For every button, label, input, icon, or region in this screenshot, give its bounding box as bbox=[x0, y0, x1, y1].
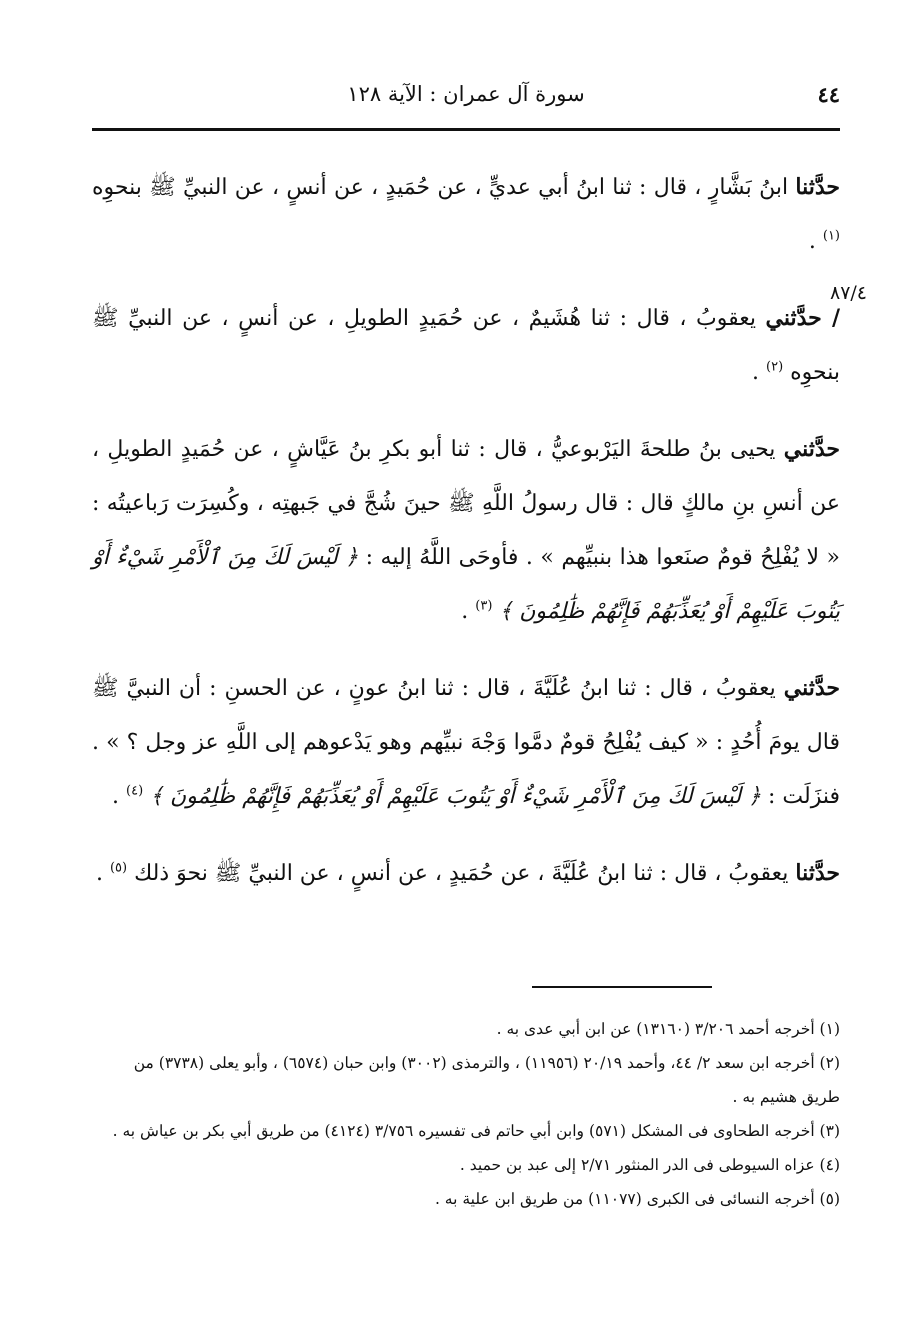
footnote-marker: (٣) bbox=[475, 598, 493, 614]
footnote: (٤) عزاه السيوطى فى الدر المنثور ٢/٧١ إلى عبد بن حميد . bbox=[459, 1156, 840, 1174]
footnote: (٢) أخرجه ابن سعد ٢/ ٤٤، وأحمد ٢٠/١٩ (١١٩٥٦) ، والترمذى (٣٠٠٢) وابن حبان (٦٥٧٤) ، وأبو يعلى (٣٧٣٨) من طريق هشيم به . bbox=[133, 1054, 840, 1106]
paragraph-text: يعقوبُ ، قال : ثنا ابنُ عُلَيَّةَ ، قال : ثنا ابنُ عونٍ ، عن الحسنِ : أن النبيَّ ﷺ قال يومَ أُحُدٍ : « كيف يُفْلِحُ قومٌ دمَّوا وَجْهَ نبيِّهم وهو يَدْعوهم إلى اللَّهِ عز وجل ؟ » . فنزَلَت : bbox=[92, 676, 840, 809]
hadith-paragraph bbox=[92, 846, 840, 901]
hadith-paragraph bbox=[92, 422, 840, 639]
chain-lead: / حدَّثني bbox=[765, 305, 840, 331]
paragraph-end: . bbox=[808, 229, 816, 254]
paragraph-text: يعقوبُ ، قال : ثنا هُشَيمٌ ، عن حُمَيدٍ الطويلِ ، عن أنسٍ ، عن النبيِّ ﷺ بنحوِه bbox=[92, 306, 840, 385]
footnote: (٣) أخرجه الطحاوى فى المشكل (٥٧١) وابن أبي حاتم فى تفسيره ٣/٧٥٦ (٤١٢٤) من طريق أبي بكر بن عياش به . bbox=[112, 1122, 840, 1140]
chain-lead: حدَّثنا bbox=[795, 860, 840, 886]
quran-verse: ﴿ لَيْسَ لَكَ مِنَ ٱلْأَمْرِ شَيْءٌ أَوْ يَتُوبَ عَلَيْهِمْ أَوْ يُعَذِّبَهُمْ فَإِنَّهُمْ ظَٰلِمُونَ ﴾ bbox=[150, 784, 761, 809]
paragraph-end: . bbox=[95, 861, 103, 886]
paragraph-end: . bbox=[752, 360, 759, 385]
footnote-marker: (٤) bbox=[126, 783, 144, 799]
footnote-marker: (٢) bbox=[766, 359, 784, 375]
chain-lead: حدَّثني bbox=[783, 436, 840, 462]
paragraph-text: يحيى بنُ طلحةَ اليَرْبوعيُّ ، قال : ثنا أبو بكرِ بنُ عَيَّاشٍ ، عن حُمَيدٍ الطويلِ ، عن أنسِ بنِ مالكٍ قال : قال رسولُ اللَّهِ ﷺ حينَ شُجَّ في جَبهتِه ، وكُسِرَت رَباعيتُه : « لا يُفْلِحُ قومٌ صنَعوا هذا بنبيِّهم » . فأوحَى اللَّهُ إليه : bbox=[92, 437, 840, 570]
hadith-paragraph bbox=[92, 160, 840, 269]
paragraph-text: يعقوبُ ، قال : ثنا ابنُ عُلَيَّةَ ، عن حُمَيدٍ ، عن أنسٍ ، عن النبيِّ ﷺ نحوَ ذلك bbox=[134, 861, 789, 886]
footnote: (٥) أخرجه النسائى فى الكبرى (١١٠٧٧) من طريق ابن علية به . bbox=[434, 1190, 840, 1208]
page-number: ٤٤ bbox=[817, 82, 840, 107]
paragraph-end: . bbox=[112, 784, 120, 809]
hadith-paragraph bbox=[92, 661, 840, 824]
footnote-marker: (٥) bbox=[109, 860, 128, 876]
main-text bbox=[92, 160, 840, 923]
footnote: (١) أخرجه أحمد ٣/٢٠٦ (١٣١٦٠) عن ابن أبي عدى به . bbox=[496, 1020, 840, 1038]
paragraph-end: . bbox=[461, 599, 469, 624]
chain-lead: حدَّثنا bbox=[795, 174, 840, 200]
footnotes bbox=[92, 1012, 840, 1216]
paragraph-text: ابنُ بَشَّارٍ ، قال : ثنا ابنُ أبي عديٍّ ، عن حُمَيدٍ ، عن أنسٍ ، عن النبيِّ ﷺ بنحوِه bbox=[92, 175, 789, 200]
hadith-paragraph bbox=[92, 291, 840, 400]
footnote-separator bbox=[532, 986, 712, 988]
chain-lead: حدَّثني bbox=[783, 675, 840, 701]
header-rule bbox=[92, 128, 840, 131]
margin-reference: ٨٧/٤ bbox=[830, 282, 868, 304]
quran-verse: ﴿ لَيْسَ لَكَ مِنَ ٱلْأَمْرِ شَيْءٌ أَوْ يَتُوبَ عَلَيْهِمْ أَوْ يُعَذِّبَهُمْ فَإِنَّهُمْ ظَٰلِمُونَ ﴾ bbox=[92, 545, 840, 624]
footnote-marker: (١) bbox=[822, 228, 840, 244]
running-title: سورة آل عمران : الآية ١٢٨ bbox=[347, 82, 585, 106]
page-header bbox=[92, 82, 840, 118]
